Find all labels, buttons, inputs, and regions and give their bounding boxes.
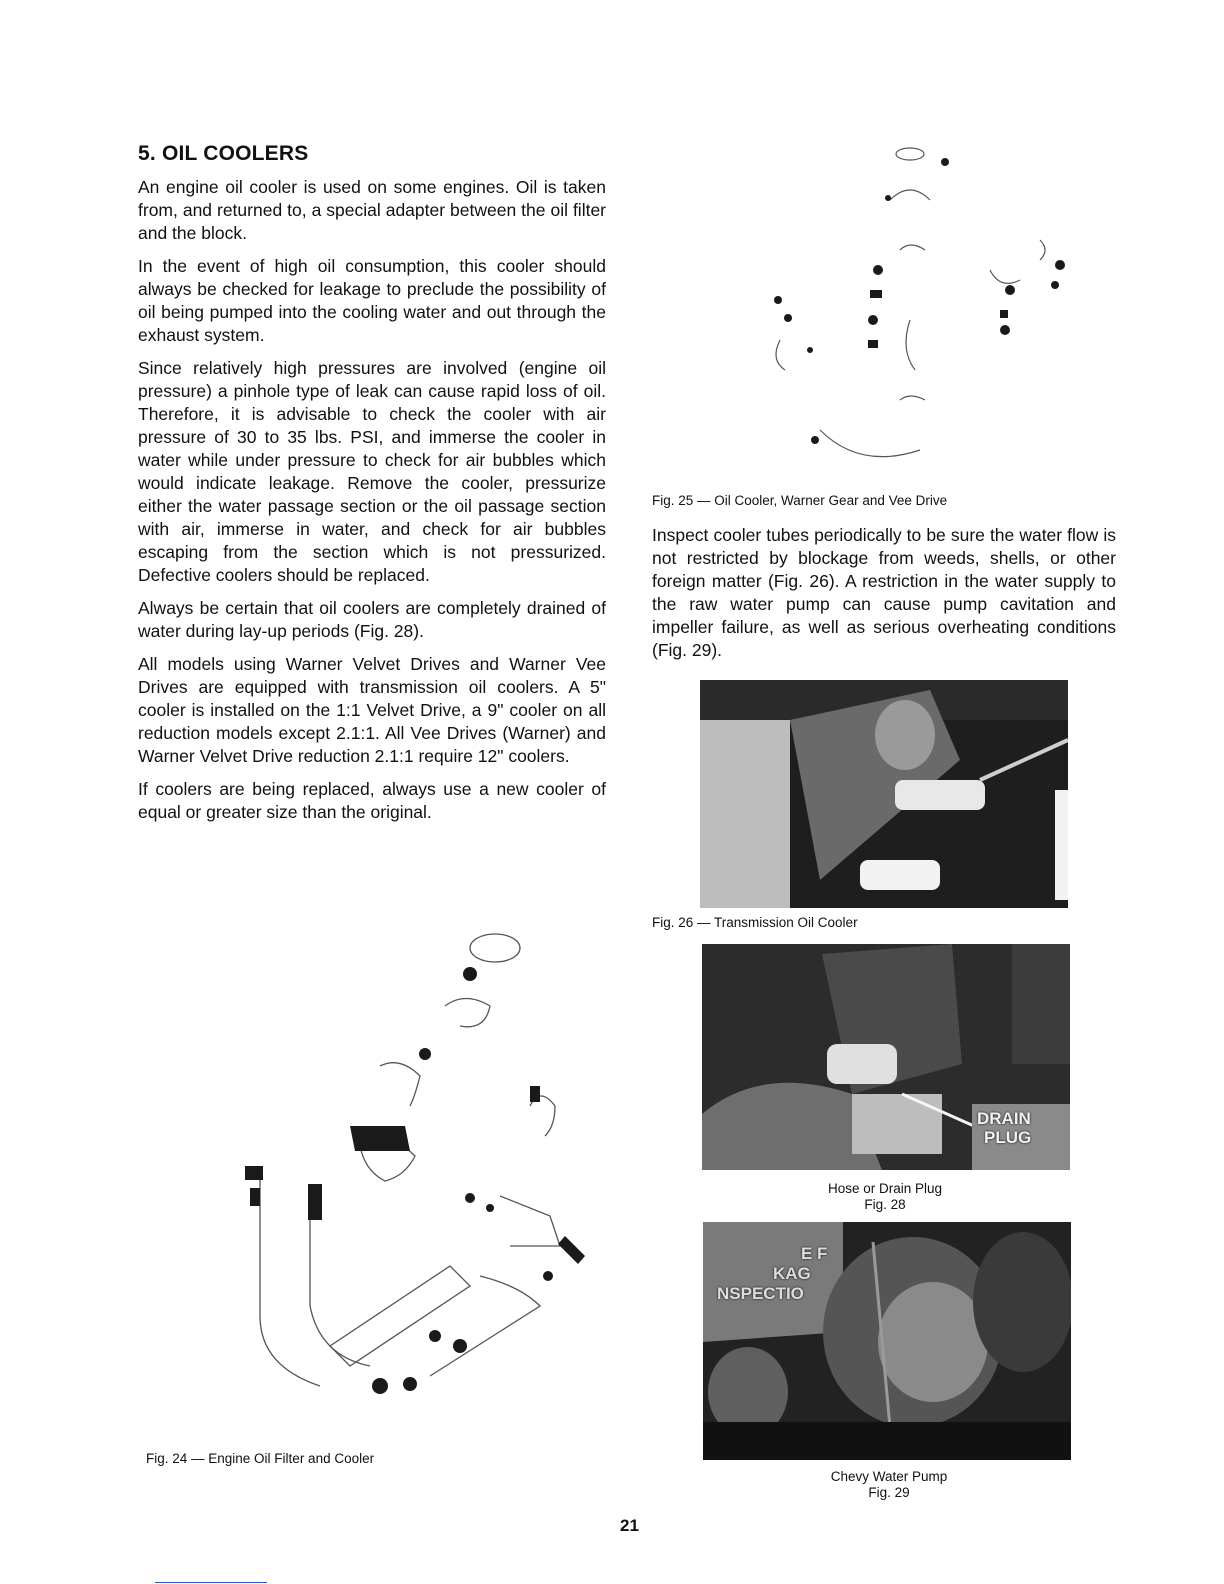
fig28-photo [702,944,1070,1170]
fig24-caption: Fig. 24 — Engine Oil Filter and Cooler [146,1451,375,1466]
fig25-caption: Fig. 25 — Oil Cooler, Warner Gear and Vee Drive [652,493,948,508]
section-title: 5. OIL COOLERS [138,142,309,165]
fig29-photo-art [703,1222,1071,1460]
page-number: 21 [620,1516,639,1535]
fig28-caption-line1: Hose or Drain Plug [827,1181,943,1196]
fig29-sign-line2: KAG [773,1264,811,1283]
paragraph-5: All models using Warner Velvet Drives and Warner Vee Drives are equipped with transmission oil coolers. A 5" cooler is installed on the 1:1 Velvet Drive, a 9" cooler on all reduction models except 2.1:1. All Vee Drives (Warner) and Warner Velvet Drive reduction 2.1:1 require 12" coolers. [138,654,606,766]
drain-plug-label-2: PLUG [984,1128,1032,1147]
paragraph-4: Always be certain that oil coolers are completely drained of water during lay-up periods (Fig. 28). [138,598,606,641]
fig26-caption: Fig. 26 — Transmission Oil Cooler [652,915,858,930]
fig25-oil-cooler-drawing [760,140,1100,480]
fig26-photo [700,680,1068,908]
fig29-caption-line1: Chevy Water Pump [830,1469,948,1484]
right-column [652,524,1116,672]
fig29-sign-line3: NSPECTIO [717,1284,804,1303]
paragraph-right-1: Inspect cooler tubes periodically to be sure the water flow is not restricted by blockage from weeds, shells, or other foreign matter (Fig. 26). A restriction in the water supply to the raw water pump can cause pump cavitation and impeller failure, as well as serious overheating conditions (Fig. 29). [652,525,1116,660]
paragraph-1: An engine oil cooler is used on some engines. Oil is taken from, and returned to, a special adapter between the oil filter and the block. [138,177,606,243]
paragraph-3: Since relatively high pressures are involved (engine oil pressure) a pinhole type of leak can cause rapid loss of oil. Therefore, it is advisable to check the cooler with air pressure of 30 to 35 lbs. PSI, and immerse the cooler in water while under pressure to check for air bubbles which would indicate leakage. Remove the cooler, pressurize either the water passage section or the oil passage section with air, immerse in water, and check for air bubbles escaping from the section which is not pressurized. Defective coolers should be replaced. [138,358,606,585]
paragraph-6: If coolers are being replaced, always use a new cooler of equal or greater size than the original. [138,779,606,822]
fig24-oil-filter-cooler-drawing [230,926,600,1416]
drain-plug-label-1: DRAIN [977,1109,1031,1128]
fig29-sign-line1: E F [801,1244,828,1263]
fig28-caption-line2: Fig. 28 [864,1197,906,1212]
footer-underline [155,1582,267,1583]
fig29-photo [703,1222,1071,1460]
paragraph-2: In the event of high oil consumption, this cooler should always be checked for leakage to preclude the possibility of oil being pumped into the cooling water and out through the exhaust system. [138,256,606,345]
left-column [138,142,606,834]
fig29-caption-line2: Fig. 29 [868,1485,910,1500]
fig26-photo-art [700,680,1068,908]
